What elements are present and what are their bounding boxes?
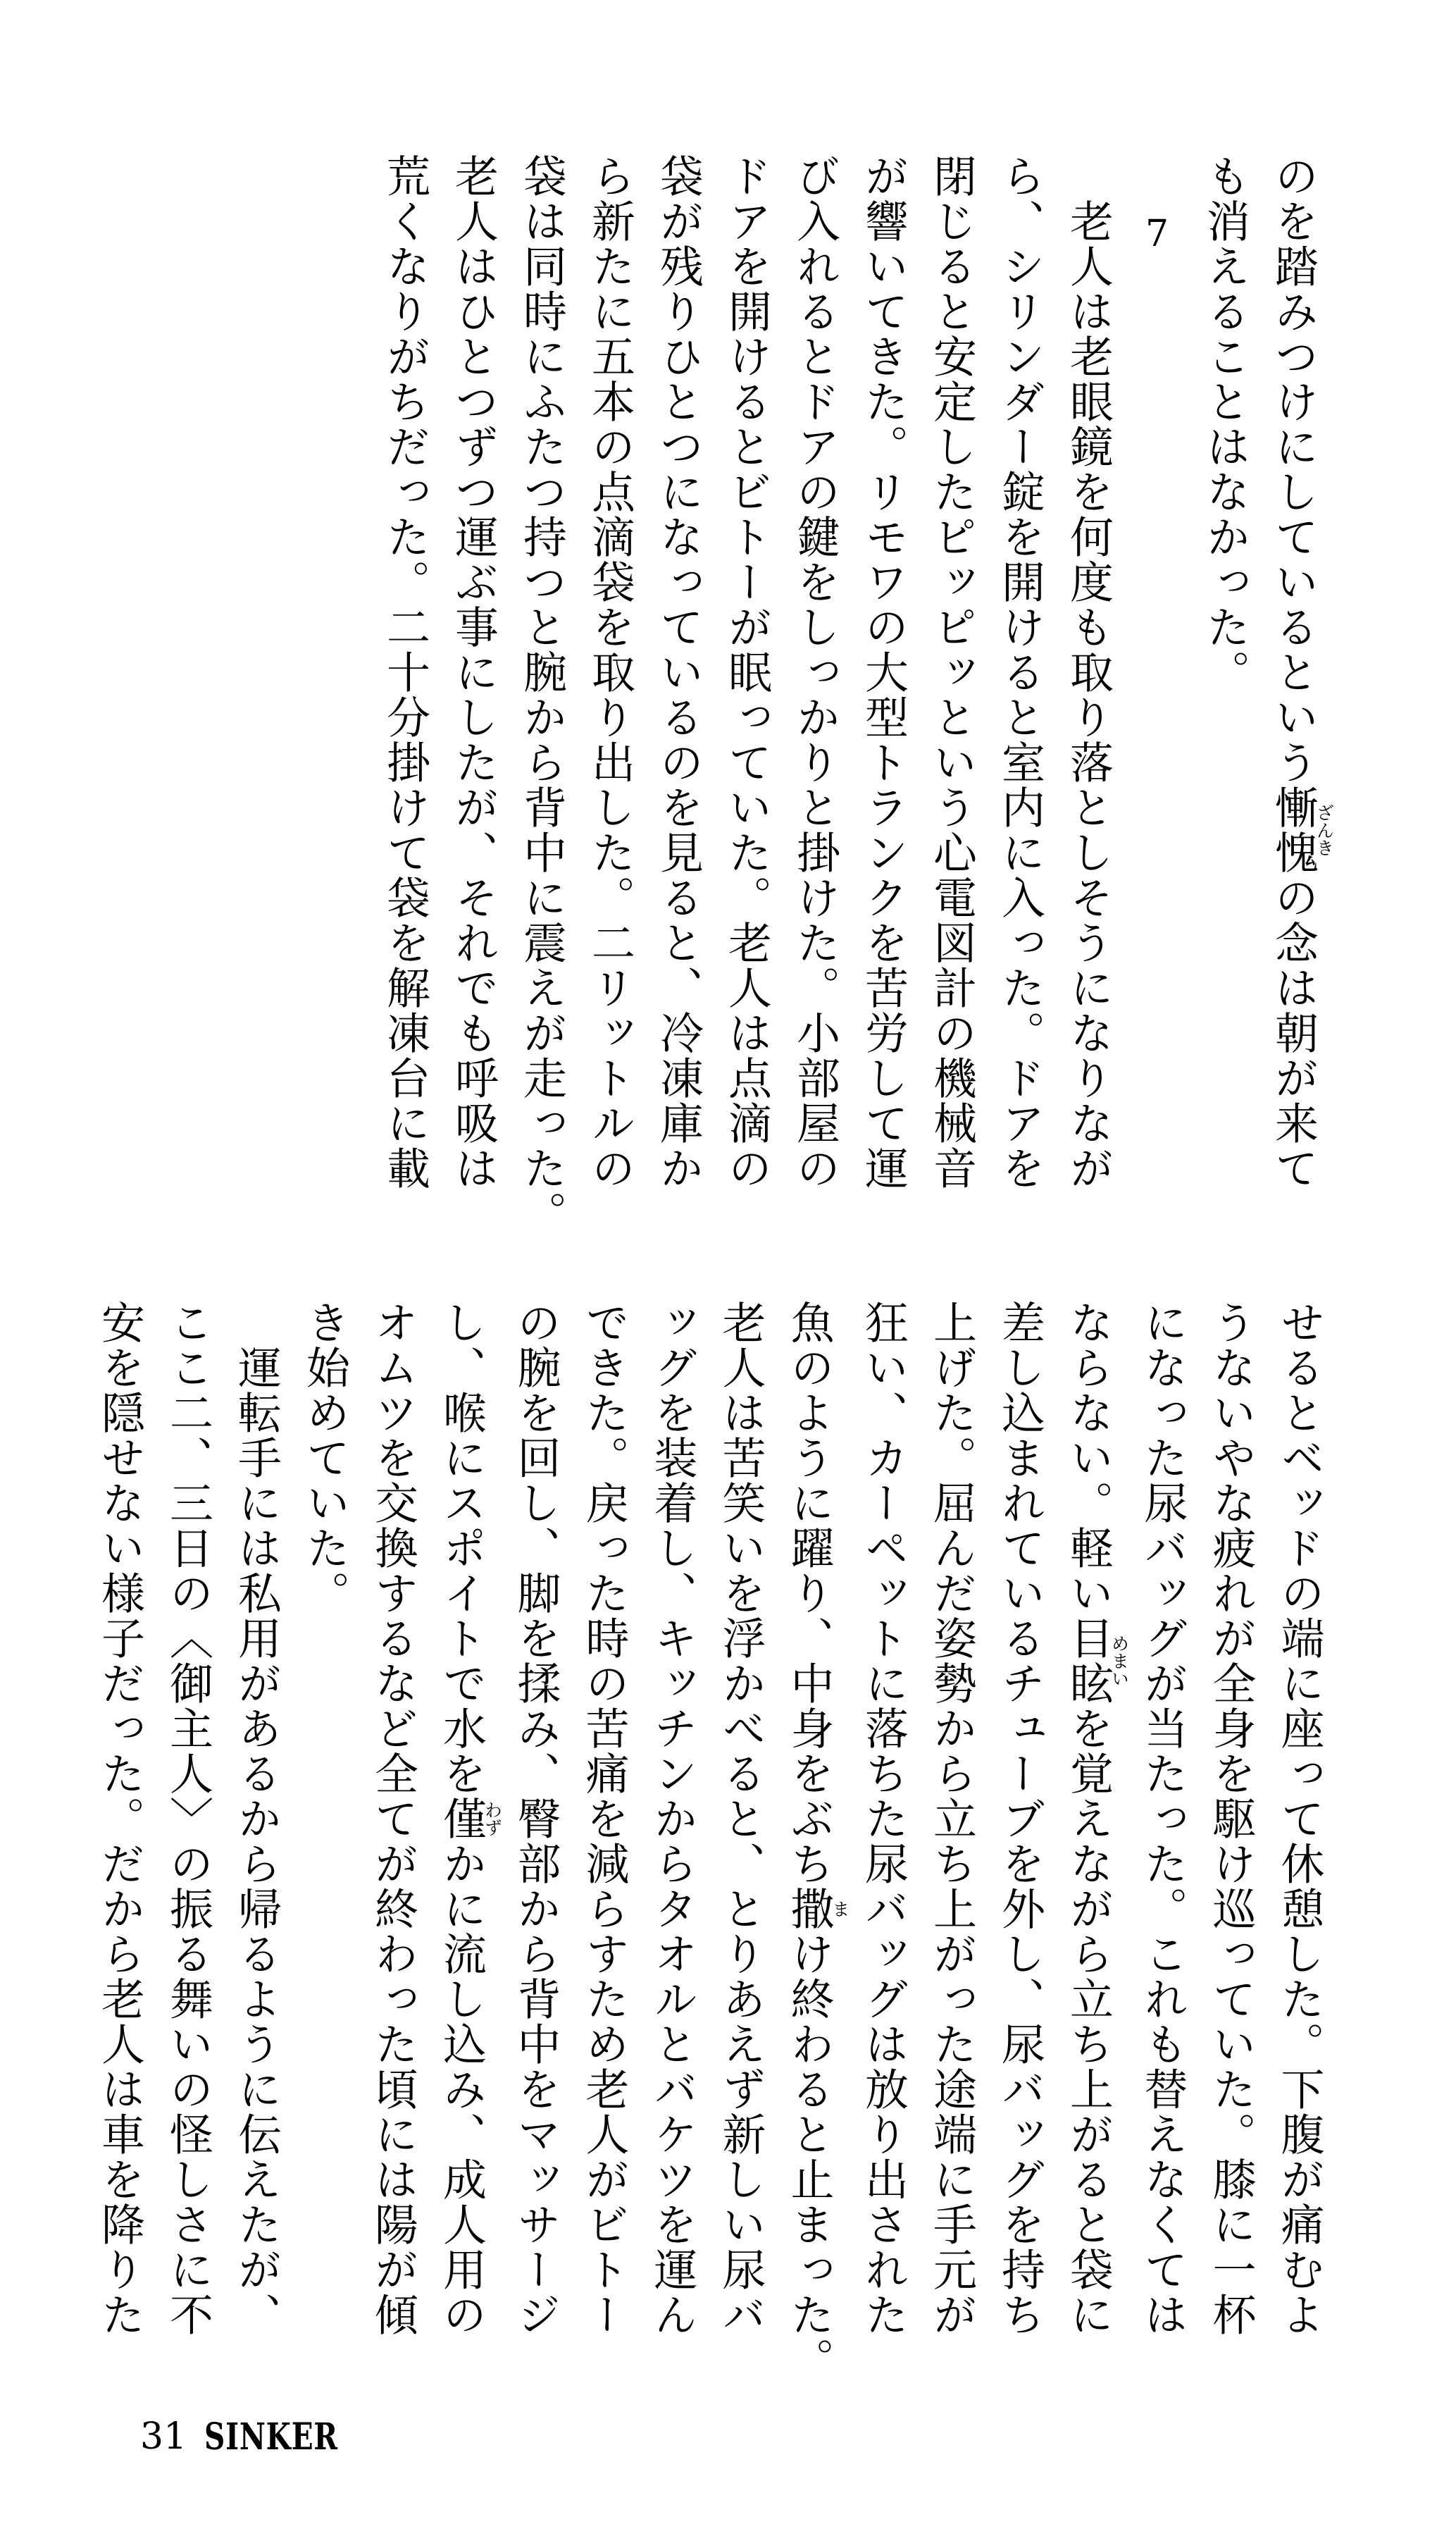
text-column: 運転手には私用があるから帰るように伝えたが、 <box>230 1345 282 2337</box>
text-column: ら、シリンダー錠を開けると室内に入った。ドアを <box>994 154 1046 1191</box>
text-column: ならない。軽い目眩めまいを覚えながら立ち上がると袋に <box>1062 1300 1130 2337</box>
text-column: オムツを交換するなど全てが終わった頃には陽が傾 <box>367 1300 419 2337</box>
text-column: 老人は老眼鏡を何度も取り落としそうになりなが <box>1062 199 1114 1191</box>
text-column: き始めていた。 <box>299 1300 351 1616</box>
text-column: ここ二、三日の〈御主人〉の振る舞いの怪しさに不 <box>162 1300 214 2337</box>
text-column: の腕を回し、脚を揉み、臀部から背中をマッサージ <box>510 1300 561 2337</box>
text-column: ら新たに五本の点滴袋を取り出した。二リットルの <box>584 154 636 1191</box>
text-column: ドアを開けるとビトーが眠っていた。老人は点滴の <box>721 154 773 1191</box>
page-footer <box>0 2415 1456 2458</box>
text-column: 袋が残りひとつになっているのを見ると、冷凍庫か <box>652 154 704 1191</box>
text-column: 狂い、カーペットに落ちた尿バッグは放り出された <box>857 1300 909 2337</box>
text-column: び入れるとドアの鍵をしっかりと掛けた。小部屋の <box>789 154 841 1191</box>
text-column: 袋は同時にふたつ持つと腕から背中に震えが走った。 <box>516 154 568 1236</box>
text-column: 安を隠せない様子だった。だから老人は車を降りた <box>94 1300 146 2337</box>
chapter-number: 7 <box>1135 213 1178 255</box>
text-column: になった尿バッグが当たった。これも替えなくては <box>1137 1300 1188 2337</box>
text-column: し、喉にスポイトで水を僅わずかに流し込み、成人用の <box>435 1300 503 2337</box>
text-column: 魚のように躍り、中身をぶち撒まけ終わると止まった。 <box>783 1300 850 2382</box>
running-title: SINKER <box>204 2415 338 2458</box>
text-column: 上げた。屈んだ姿勢から立ち上がった途端に手元が <box>926 1300 978 2337</box>
page-number: 31 <box>140 2415 187 2458</box>
bottom-text-block <box>86 1300 1334 2382</box>
text-column: のを踏みつけにしているという慚愧ざんきの念は朝が来て <box>1267 154 1335 1191</box>
text-column: ッグを装着し、キッチンからタオルとバケツを運ん <box>647 1300 698 2337</box>
text-column: せるとベッドの端に座って休憩した。下腹が痛むよ <box>1274 1300 1325 2337</box>
text-column: も消えることはなかった。 <box>1199 154 1251 695</box>
text-column: 閉じると安定したピッピッという心電図計の機械音 <box>926 154 978 1191</box>
text-column: うないやな疲れが全身を駆け巡っていた。膝に一杯 <box>1205 1300 1257 2337</box>
text-column: 老人は苦笑いを浮かべると、とりあえず新しい尿バ <box>715 1300 766 2337</box>
text-column: 差し込まれているチューブを外し、尿バッグを持ち <box>994 1300 1046 2337</box>
text-column: が響いてきた。リモワの大型トランクを苦労して運 <box>857 154 909 1191</box>
top-text-block <box>371 154 1335 1236</box>
text-column: 荒くなりがちだった。二十分掛けて袋を解凍台に載 <box>379 154 431 1191</box>
text-column: できた。戻った時の苦痛を減らすため老人がビトー <box>578 1300 630 2337</box>
text-column: 老人はひとつずつ運ぶ事にしたが、それでも呼吸は <box>447 154 499 1191</box>
